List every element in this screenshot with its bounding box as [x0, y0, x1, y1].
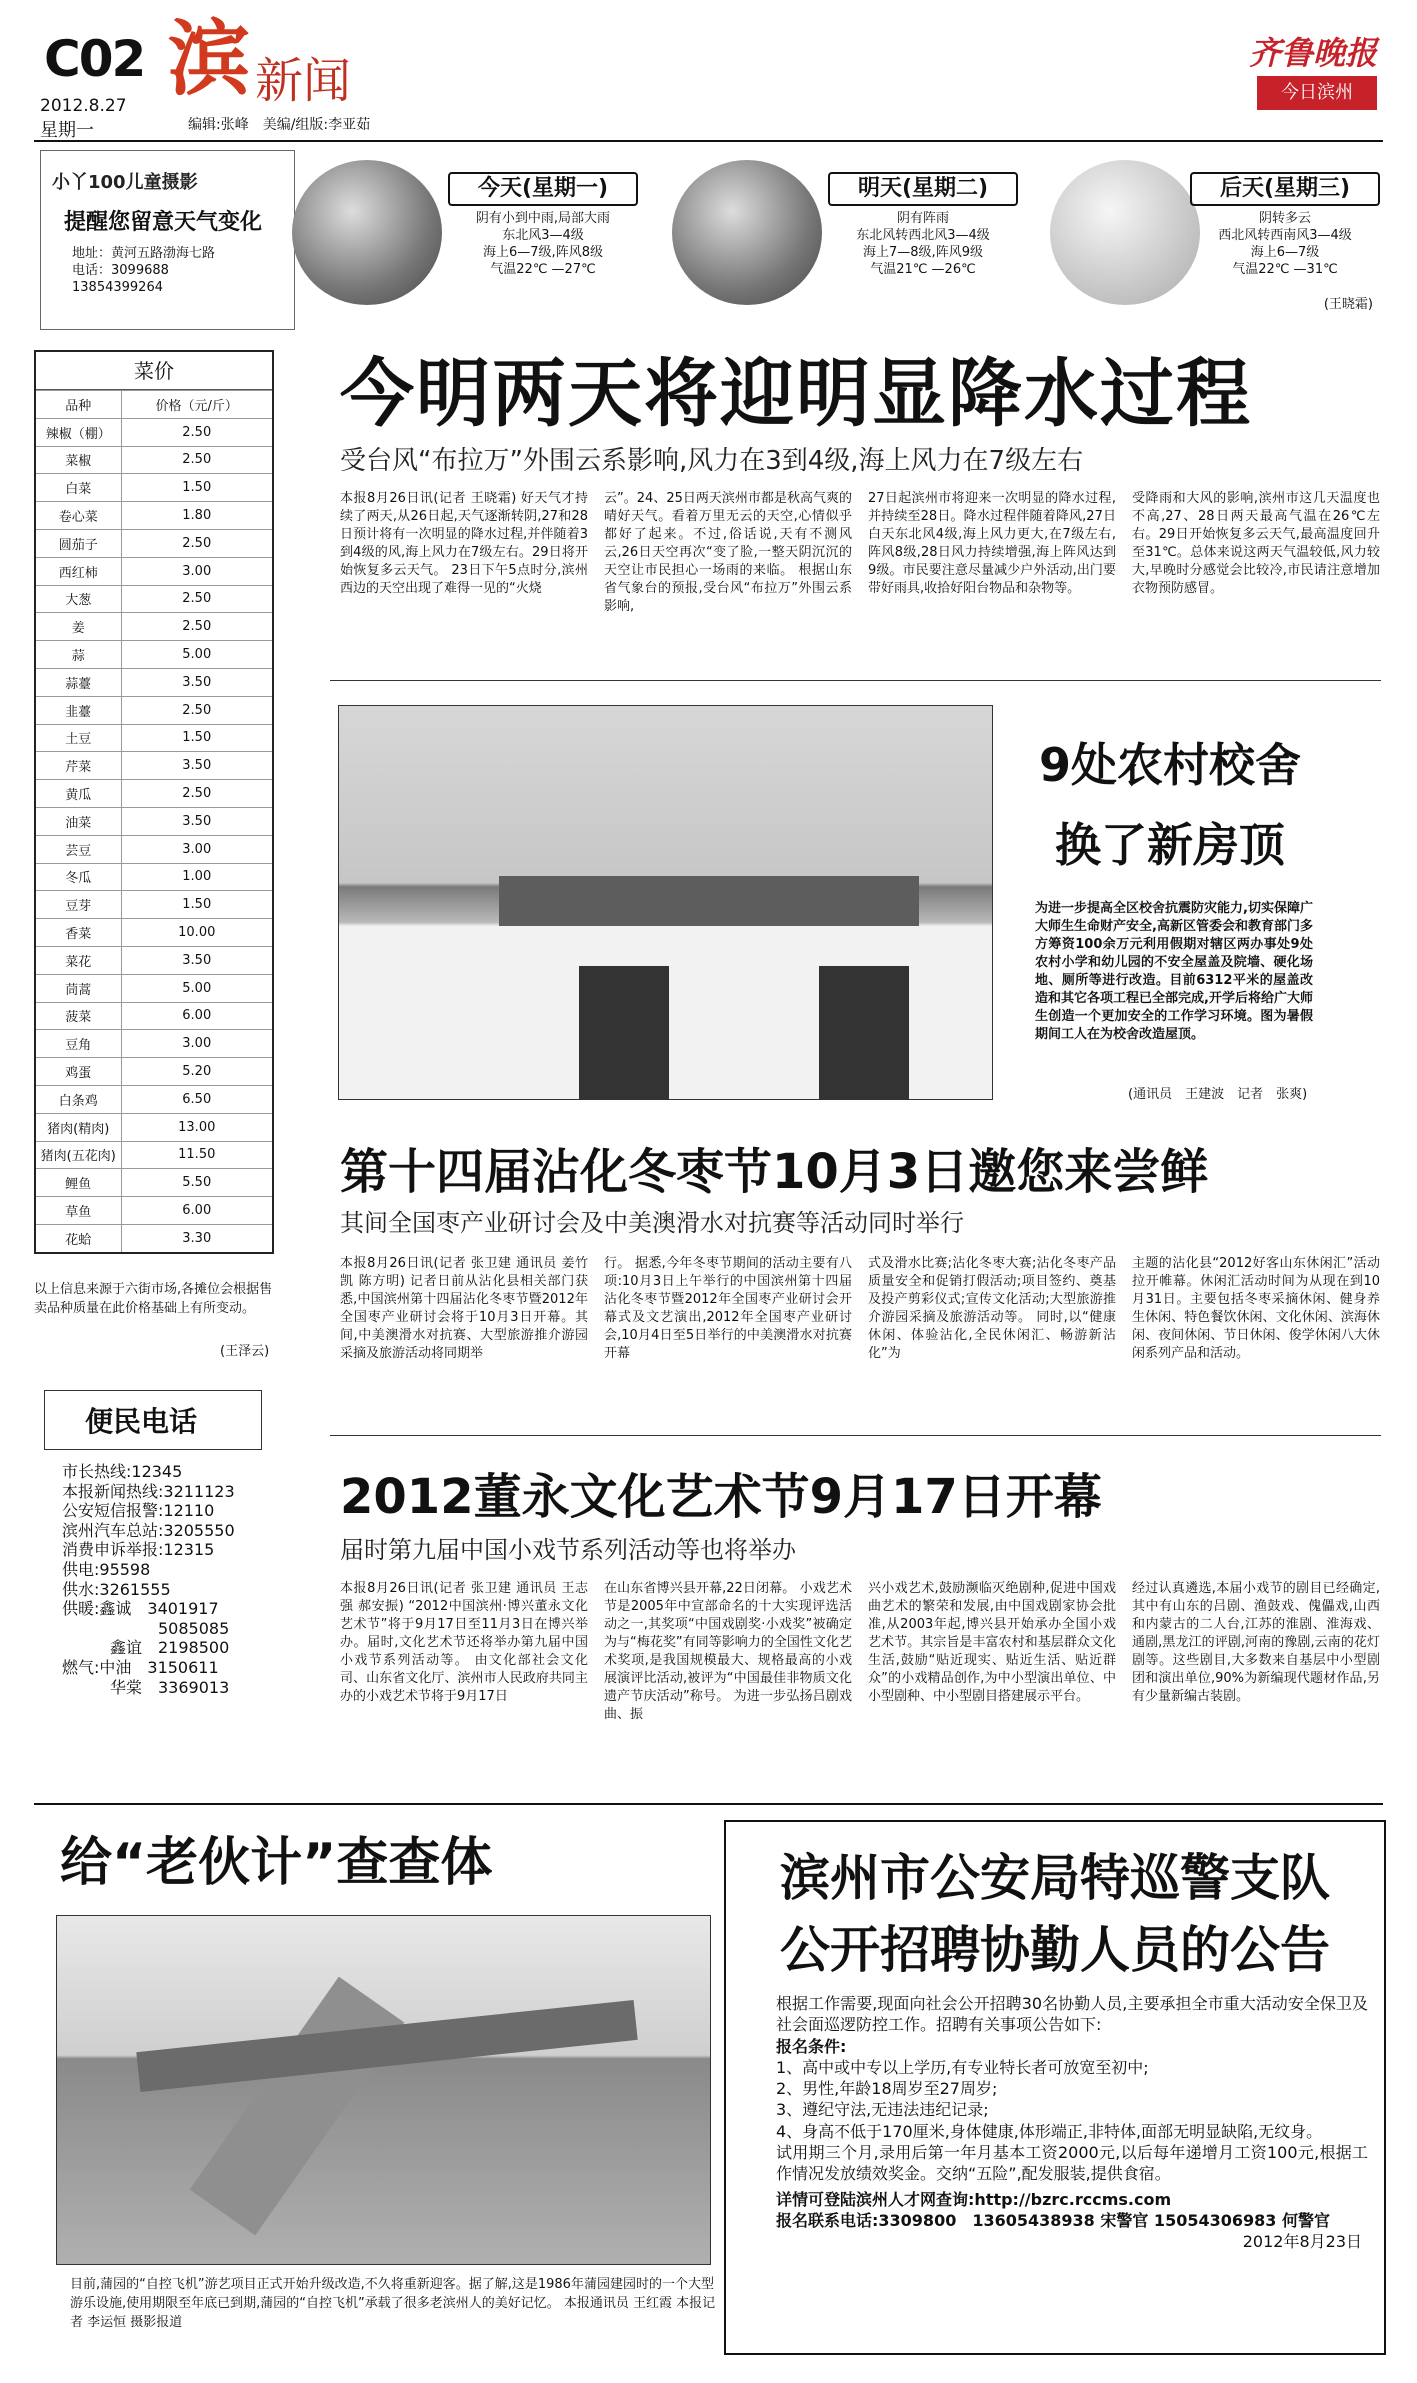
- plane-arm: [190, 1977, 405, 2236]
- section-logo-text: 新闻: [255, 53, 352, 109]
- price-item-name: 菠菜: [36, 1002, 121, 1030]
- lead-col: 受降雨和大风的影响,滨州市这几天温度也不高,27、28日两天最高气温在26℃左右。29日开始恢复多云天气,最高温度回升至31℃。总体来说这两天气温较低,风力较大,早晚时分感觉会比较冷,市民请注意增加衣物预防感冒。: [1132, 491, 1380, 596]
- editor-credits: 编辑:张峰 美编/组版:李亚茹: [188, 117, 371, 133]
- price-row: [36, 641, 272, 669]
- price-item-name: 猪肉(五花肉): [36, 1141, 121, 1169]
- price-item-value: 2.50: [121, 418, 272, 446]
- price-item-name: 豆角: [36, 1030, 121, 1058]
- ad-slogan: 提醒您留意天气变化: [64, 210, 263, 235]
- price-table-title: 菜价: [36, 352, 272, 390]
- jujube-subhead: 其间全国枣产业研讨会及中美澳滑水对抗赛等活动同时举行: [340, 1209, 964, 1237]
- price-row: [36, 891, 272, 919]
- price-row: [36, 557, 272, 585]
- school-credit: (通讯员 王建波 记者 张爽): [1128, 1087, 1308, 1102]
- price-item-value: 3.00: [121, 835, 272, 863]
- notice-intro: 根据工作需要,现面向社会公开招聘30名协勤人员,主要承担全市重大活动安全保卫及社会面巡逻防控工作。招聘有关事项公告如下:: [776, 1994, 1368, 2035]
- price-col-price: 价格（元/斤）: [121, 391, 272, 419]
- ad-phone: 电话：3099688: [72, 263, 169, 278]
- price-item-value: 5.50: [121, 1169, 272, 1197]
- hotline-item: 燃气:中油 3150611: [62, 1657, 219, 1677]
- price-item-name: 冬瓜: [36, 863, 121, 891]
- price-item-name: 鲤鱼: [36, 1169, 121, 1197]
- price-item-value: 3.00: [121, 557, 272, 585]
- jujube-body: [340, 1255, 1380, 1420]
- price-row: [36, 613, 272, 641]
- price-item-name: 西红柿: [36, 557, 121, 585]
- hotline-item: 供水:3261555: [62, 1579, 171, 1599]
- price-row: [36, 724, 272, 752]
- price-item-name: 圆茄子: [36, 529, 121, 557]
- price-row: [36, 446, 272, 474]
- price-item-value: 2.50: [121, 780, 272, 808]
- cloudy-icon: [1050, 160, 1200, 305]
- hotline-item: 本报新闻热线:3211123: [62, 1481, 235, 1501]
- price-item-name: 花蛤: [36, 1224, 121, 1252]
- jujube-col: 本报8月26日讯(记者 张卫建 通讯员 姜竹凯 陈方明) 记者日前从沾化县相关部门获悉,中国滨州第十四届沾化冬枣节暨2012年全国枣产业研讨会将于10月3日开幕。其间,中美澳滑水对抗赛、大型旅游推介游园采摘及旅游活动将同期举: [340, 1256, 588, 1361]
- price-row: [36, 502, 272, 530]
- ad-studio-name: 小丫100儿童摄影: [52, 172, 198, 193]
- price-item-value: 5.00: [121, 974, 272, 1002]
- price-row: [36, 863, 272, 891]
- price-item-value: 1.50: [121, 724, 272, 752]
- price-item-name: 菜花: [36, 946, 121, 974]
- notice-cond: 1、高中或中专以上学历,有专业特长者可放宽至初中;: [776, 2057, 1149, 2077]
- weather-tomorrow: [828, 172, 1018, 278]
- hotline-item: 供电:95598: [62, 1559, 151, 1579]
- plane-caption: 目前,蒲园的“自控飞机”游艺项目正式开始升级改造,不久将重新迎客。据了解,这是1986年蒲园建园时的一个大型游乐设施,使用期限至年底已到期,蒲园的“自控飞机”承载了很多老滨州人的美好记忆。 本报通讯员 王红霞 本报记者 李运恒 摄影报道: [70, 2277, 716, 2330]
- price-item-name: 猪肉(精肉): [36, 1113, 121, 1141]
- school-headline-line1: 9处农村校舍: [1038, 738, 1301, 792]
- price-item-value: 1.00: [121, 863, 272, 891]
- lead-col: 本报8月26日讯(记者 王晓霜) 好天气才持续了两天,从26日起,天气逐渐转阴,27和28日预计将有一次明显的降水过程,并伴随着3到4级的风,海上风力在7级左右。29日将开始恢复多云天气。 23日下午5点时分,滨州西边的天空出现了难得一见的“火烧: [340, 491, 588, 596]
- price-row: [36, 974, 272, 1002]
- section-divider: [330, 680, 1381, 681]
- price-item-name: 卷心菜: [36, 502, 121, 530]
- school-headline-line2: 换了新房顶: [1055, 818, 1285, 872]
- price-item-value: 2.50: [121, 696, 272, 724]
- price-row: [36, 1224, 272, 1252]
- price-item-name: 芹菜: [36, 752, 121, 780]
- weather-sea: 海上6—7级: [1250, 245, 1320, 260]
- price-row: [36, 1085, 272, 1113]
- lead-col: 云”。24、25日两天滨州市都是秋高气爽的晴好天气。看着万里无云的天空,心情似乎都好了起来。不过,俗话说,天有不测风云,26日天空再次“变了脸,一整天阴沉沉的天空让市民担心一场雨的来临。 根据山东省气象台的预报,受台风“布拉万”外围云系影响,: [604, 491, 852, 614]
- price-item-value: 11.50: [121, 1141, 272, 1169]
- ad-address: 地址：黄河五路渤海七路: [72, 246, 216, 261]
- price-item-value: 6.00: [121, 1197, 272, 1225]
- price-item-name: 黄瓜: [36, 780, 121, 808]
- price-item-value: 5.00: [121, 641, 272, 669]
- notice-title-line2: 公开招聘协勤人员的公告: [780, 1921, 1330, 1979]
- weather-desc: 阴有阵雨: [896, 211, 949, 226]
- weather-wind: 东北风转西北风3—4级: [856, 228, 990, 243]
- hotline-title: 便民电话: [85, 1405, 198, 1438]
- price-row: [36, 1169, 272, 1197]
- price-row: [36, 585, 272, 613]
- price-item-name: 白菜: [36, 474, 121, 502]
- lead-subhead: 受台风“布拉万”外围云系影响,风力在3到4级,海上风力在7级左右: [340, 446, 1084, 476]
- issue-date: 2012.8.27: [40, 96, 127, 116]
- price-item-value: 13.00: [121, 1113, 272, 1141]
- price-item-value: 3.50: [121, 807, 272, 835]
- price-row: [36, 1113, 272, 1141]
- price-row: [36, 418, 272, 446]
- price-item-name: 蒜: [36, 641, 121, 669]
- dongyong-col: 本报8月26日讯(记者 张卫建 通讯员 王志强 郝安振) “2012中国滨州·博兴董永文化艺术节”将于9月17日至11月3日在博兴举办。届时,文化艺术节还将举办第九届中国小戏节系列活动等。 由文化部社会文化司、山东省文化厅、滨州市人民政府共同主办的小戏艺术节将于9月17日: [340, 1581, 588, 1704]
- price-row: [36, 807, 272, 835]
- price-item-value: 2.50: [121, 446, 272, 474]
- price-item-value: 1.50: [121, 474, 272, 502]
- notice-terms: 试用期三个月,录用后第一年月基本工资2000元,以后每年递增月工资100元,根据工作情况发放绩效奖金。交纳“五险”,配发服装,提供食宿。: [776, 2143, 1368, 2184]
- price-item-name: 大葱: [36, 585, 121, 613]
- dongyong-col: 在山东省博兴县开幕,22日闭幕。 小戏艺术节是2005年中宣部命名的十大实现评选活动之一,其奖项“中国戏剧奖·小戏奖”被确定为与“梅花奖”有同等影响力的全国性文化艺术奖项,是我国规模最大、规格最高的小戏展演评比活动,被评为“中国最佳非物质文化遗产节庆活动”称号。 为进一步弘扬吕剧戏曲、振: [604, 1581, 852, 1722]
- price-item-value: 3.50: [121, 752, 272, 780]
- lead-headline: 今明两天将迎明显降水过程: [340, 351, 1252, 437]
- weather-desc: 阴转多云: [1258, 211, 1311, 226]
- weather-wind: 西北风转西南风3—4级: [1218, 228, 1352, 243]
- price-item-name: 芸豆: [36, 835, 121, 863]
- price-item-name: 姜: [36, 613, 121, 641]
- school-roof-photo: [338, 705, 993, 1100]
- weather-temp: 气温21℃ —26℃: [870, 262, 976, 277]
- weather-sea: 海上6—7级,阵风8级: [483, 245, 603, 260]
- hotline-item: 华棠 3369013: [62, 1677, 230, 1697]
- hotline-item: 鑫谊 2198500: [62, 1638, 230, 1658]
- price-item-value: 6.50: [121, 1085, 272, 1113]
- window-shape: [579, 966, 669, 1100]
- plane-headline: 给“老伙计”查查体: [60, 1833, 493, 1893]
- dongyong-headline: 2012董永文化艺术节9月17日开幕: [340, 1469, 1102, 1525]
- price-item-name: 菜椒: [36, 446, 121, 474]
- price-item-value: 3.30: [121, 1224, 272, 1252]
- page-number: C02: [44, 30, 145, 88]
- price-item-name: 油菜: [36, 807, 121, 835]
- weather-temp: 气温22℃ —31℃: [1232, 262, 1338, 277]
- price-item-name: 茼蒿: [36, 974, 121, 1002]
- roof-structure: [499, 876, 919, 926]
- price-item-name: 香菜: [36, 919, 121, 947]
- ad-mobile: 13854399264: [72, 280, 163, 295]
- price-row: [36, 946, 272, 974]
- price-item-value: 6.00: [121, 1002, 272, 1030]
- vegetable-price-table: [34, 350, 274, 1254]
- notice-title: [724, 1842, 1386, 1986]
- jujube-col: 式及滑水比赛;沾化冬枣大赛;沾化冬枣产品质量安全和促销打假活动;项目签约、奠基及投产剪彩仪式;宣传文化活动;大型旅游推介游园采摘及旅游活动等。 同时,以“健康休闲、体验沾化,全民休闲汇、畅游新沾化”为: [868, 1256, 1116, 1361]
- price-item-value: 2.50: [121, 613, 272, 641]
- section-logo-char: 滨: [168, 11, 251, 107]
- weather-reporter: (王晓霜): [1323, 297, 1373, 312]
- price-item-name: 豆芽: [36, 891, 121, 919]
- price-row: [36, 529, 272, 557]
- section-badge: 今日滨州: [1257, 76, 1377, 110]
- hotline-item: 滨州汽车总站:3205550: [62, 1520, 235, 1540]
- price-item-name: 草鱼: [36, 1197, 121, 1225]
- price-row: [36, 919, 272, 947]
- price-item-value: 3.50: [121, 668, 272, 696]
- notice-title-line1: 滨州市公安局特巡警支队: [780, 1849, 1330, 1907]
- section-divider: [34, 1803, 1383, 1805]
- notice-date: 2012年8月23日: [1242, 2232, 1362, 2252]
- window-shape: [819, 966, 909, 1100]
- hotline-item: 市长热线:12345: [62, 1462, 183, 1481]
- weather-sea: 海上7—8级,阵风9级: [863, 245, 983, 260]
- weather-day-after: [1190, 172, 1380, 278]
- price-col-item: 品种: [36, 391, 121, 419]
- price-item-name: 韭薹: [36, 696, 121, 724]
- notice-cond: 3、遵纪守法,无违法违纪记录;: [776, 2100, 989, 2120]
- price-row: [36, 1141, 272, 1169]
- issue-weekday: 星期一: [40, 120, 94, 141]
- price-note: 以上信息来源于六街市场,各摊位会根据售卖品种质量在此价格基础上有所变动。: [34, 1282, 273, 1316]
- header-rule: [34, 140, 1383, 142]
- price-reporter: (王泽云): [220, 1344, 270, 1359]
- hotline-list: [62, 1462, 235, 1697]
- notice-cond: 2、男性,年龄18周岁至27周岁;: [776, 2079, 998, 2099]
- dongyong-body: [340, 1580, 1380, 1790]
- price-item-name: 土豆: [36, 724, 121, 752]
- hotline-item: 5085085: [62, 1618, 230, 1638]
- price-row: [36, 1058, 272, 1086]
- price-item-value: 1.50: [121, 891, 272, 919]
- weather-temp: 气温22℃ —27℃: [490, 262, 596, 277]
- price-row: [36, 696, 272, 724]
- price-item-value: 2.50: [121, 529, 272, 557]
- dongyong-subhead: 届时第九届中国小戏节系列活动等也将举办: [340, 1536, 796, 1564]
- price-item-name: 辣椒（棚）: [36, 418, 121, 446]
- dongyong-col: 经过认真遴选,本届小戏节的剧目已经确定,其中有山东的吕剧、渔鼓戏、傀儡戏,山西和内蒙古的二人台,江苏的淮剧、淮海戏、通剧,黑龙江的评剧,河南的豫剧,云南的花灯剧等。这些剧目,大多数来自基层中小型剧团和演出单位,90%为新编现代题材作品,另有少量新编古装剧。: [1132, 1581, 1380, 1704]
- notice-cond: 4、身高不低于170厘米,身体健康,体形端正,非特体,面部无明显缺陷,无纹身。: [776, 2121, 1323, 2141]
- price-row: [36, 1197, 272, 1225]
- notice-contact: 报名联系电话:3309800 13605438938 宋警官 15054306983 何警官: [776, 2210, 1330, 2230]
- jujube-headline: 第十四届沾化冬枣节10月3日邀您来尝鲜: [340, 1144, 1209, 1200]
- price-item-name: 蒜薹: [36, 668, 121, 696]
- price-row: [36, 668, 272, 696]
- dongyong-col: 兴小戏艺术,鼓励濒临灭绝剧种,促进中国戏曲艺术的繁荣和发展,由中国戏剧家协会批准,从2003年起,博兴县开始承办全国小戏艺术节。其宗旨是丰富农村和基层群众文化生活,鼓励“贴近现实、贴近生活、贴近群众”的小戏精品创作,为中小型演出单位、中小型剧种、中小型剧目搭建展示平台。: [868, 1581, 1116, 1704]
- weather-wind: 东北风3—4级: [502, 228, 584, 243]
- amusement-plane-photo: [56, 1915, 711, 2265]
- price-item-name: 白条鸡: [36, 1085, 121, 1113]
- price-row: [36, 1002, 272, 1030]
- price-row: [36, 752, 272, 780]
- weather-today: [448, 172, 638, 278]
- price-row: [36, 474, 272, 502]
- price-item-name: 鸡蛋: [36, 1058, 121, 1086]
- weather-day-title: 明天(星期二): [828, 172, 1018, 206]
- hotline-item: 公安短信报警:12110: [62, 1501, 215, 1521]
- price-item-value: 3.50: [121, 946, 272, 974]
- price-row: [36, 780, 272, 808]
- hotline-item: 消费申诉举报:12315: [62, 1540, 215, 1560]
- rain-cloud-icon: [292, 160, 442, 305]
- price-row: [36, 835, 272, 863]
- newspaper-brand: 齐鲁晚报: [1248, 34, 1377, 72]
- notice-web: 详情可登陆滨州人才网查询:http://bzrc.rccms.com: [776, 2189, 1172, 2209]
- ad-contact: [72, 245, 215, 296]
- lead-col: 27日起滨州市将迎来一次明显的降水过程,并持续至28日。降水过程伴随着降风,27日白天东北风4级,海上风力更大,在7级左右,阵风8级,28日风力持续增强,海上阵风达到9级。市民要注意尽量减少户外活动,出门要带好雨具,收拾好阳台物品和杂物等。: [868, 491, 1116, 596]
- price-item-value: 1.80: [121, 502, 272, 530]
- section-divider: [330, 1435, 1381, 1436]
- price-row: [36, 1030, 272, 1058]
- price-item-value: 2.50: [121, 585, 272, 613]
- notice-body: [738, 1993, 1368, 2253]
- rain-cloud-icon: [672, 160, 822, 305]
- hotline-item: 供暖:鑫诚 3401917: [62, 1599, 219, 1619]
- school-headline: [1035, 725, 1305, 885]
- lead-body: [340, 490, 1380, 665]
- weather-day-title: 后天(星期三): [1190, 172, 1380, 206]
- weather-day-title: 今天(星期一): [448, 172, 638, 206]
- jujube-col: 主题的沾化县“2012好客山东休闲汇”活动拉开帷幕。休闲汇活动时间为从现在到10月31日。主要包括冬枣采摘休闲、健身养生休闲、特色餐饮休闲、文化休闲、滨海休闲、夜间休闲、节日休闲、俊学休闲八大休闲系列产品和活动。: [1132, 1256, 1380, 1361]
- price-item-value: 3.00: [121, 1030, 272, 1058]
- notice-cond-title: 报名条件:: [776, 2036, 847, 2056]
- jujube-col: 行。 据悉,今年冬枣节期间的活动主要有八项:10月3日上午举行的中国滨州第十四届沾化冬枣节暨2012年全国枣产业研讨会开幕式及文艺演出,2012年全国枣产业研讨会,10月4日至5日举行的中美澳滑水对抗赛开幕: [604, 1256, 852, 1361]
- weather-desc: 阴有小到中雨,局部大雨: [475, 211, 611, 226]
- school-body: 为进一步提高全区校舍抗震防灾能力,切实保障广大师生生命财产安全,高新区管委会和教育部门多方筹资100余万元利用假期对辖区两办事处9处农村小学和幼儿园的不安全屋盖及院墙、硬化场地、厕所等进行改造。目前6312平米的屋盖改造和其它各项工程已全部完成,开学后将给广大师生创造一个更加安全的工作学习环境。图为暑假期间工人在为校舍改造屋顶。: [1035, 901, 1313, 1042]
- price-item-value: 5.20: [121, 1058, 272, 1086]
- price-item-value: 10.00: [121, 919, 272, 947]
